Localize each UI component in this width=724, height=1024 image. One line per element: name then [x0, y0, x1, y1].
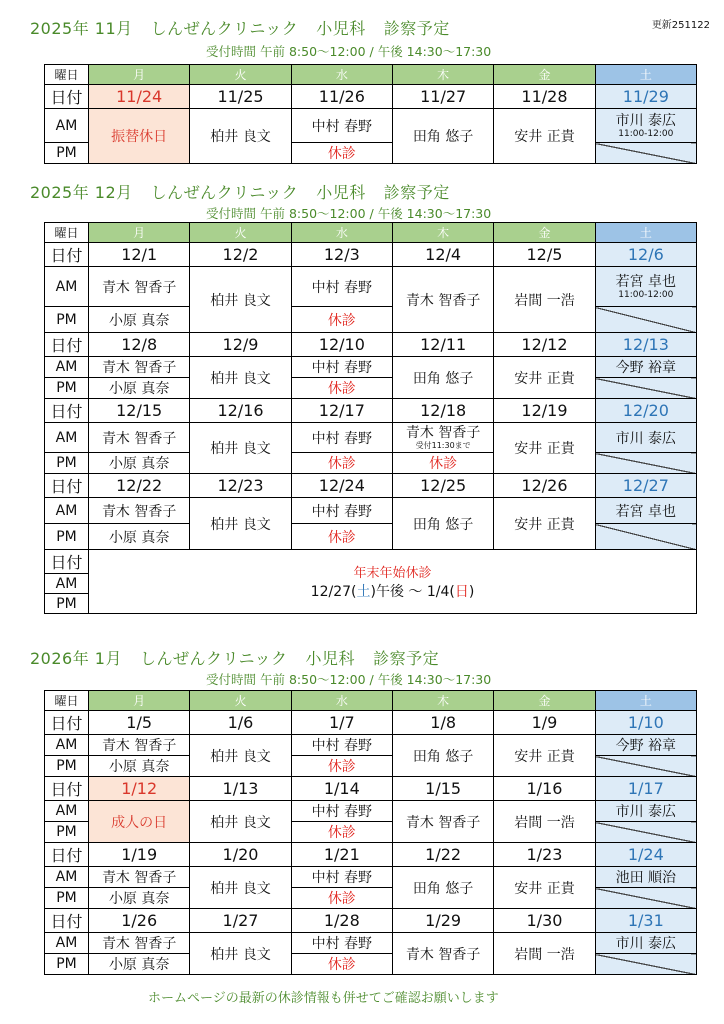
date-row: 日付 12/15 12/16 12/17 12/18 12/19 12/20	[45, 399, 697, 423]
pm-row: PM 小原 真奈 休診 休診	[45, 453, 697, 474]
schedule-table-dec	[44, 222, 697, 614]
reception-hours-nov: 受付時間 午前 8:50～12:00 / 午後 14:30～17:30	[206, 44, 492, 59]
pm-row: PM 小原 真奈 休診	[45, 307, 697, 333]
pm-row: PM 小原 真奈 休診	[45, 756, 697, 777]
weekday-header: 曜日 月 火 水 木 金 土	[45, 65, 697, 85]
date-row: 日付 1/12 1/13 1/14 1/15 1/16 1/17	[45, 777, 697, 801]
date-row: 日付 1/5 1/6 1/7 1/8 1/9 1/10	[45, 711, 697, 735]
am-row: AM 振替休日 柏井 良文 中村 春野 田角 悠子 安井 正貴 市川 泰広 11:00-12:00	[45, 109, 697, 143]
month-title-jan: 2026年 1月 しんぜんクリニック 小児科 診察予定	[30, 649, 440, 668]
holiday-cell: 振替休日	[89, 109, 190, 164]
pm-row: PM 小原 真奈 休診	[45, 954, 697, 975]
date-row: 日付 12/8 12/9 12/10 12/11 12/12 12/13	[45, 333, 697, 357]
reception-hours-dec: 受付時間 午前 8:50～12:00 / 午後 14:30～17:30	[206, 206, 492, 221]
thursday-am-cell: 青木 智香子 受付11:30まで	[392, 423, 493, 453]
date-row: 日付 11/24 11/25 11/26 11/27 11/28 11/29	[45, 85, 697, 109]
date-row: 日付 1/26 1/27 1/28 1/29 1/30 1/31	[45, 909, 697, 933]
pm-row: PM 小原 真奈 休診	[45, 888, 697, 909]
am-row: AM 青木 智香子 柏井 良文 中村 春野 青木 智香子 岩間 一浩 市川 泰広	[45, 933, 697, 954]
am-row: AM 青木 智香子 柏井 良文 中村 春野 田角 悠子 安井 正貴 今野 裕章	[45, 357, 697, 378]
pm-row: PM 小原 真奈 休診	[45, 524, 697, 550]
closure-title: 年末年始休診	[353, 566, 432, 581]
am-row: AM 青木 智香子 柏井 良文 中村 春野 田角 悠子 安井 正貴 若宮 卓也	[45, 498, 697, 524]
weekday-header: 曜日 月 火 水 木 金 土	[45, 691, 697, 711]
month-title-nov: 2025年 11月 しんぜんクリニック 小児科 診察予定	[30, 19, 450, 38]
footer-note: ホームページの最新の休診情報も併せてご確認お願いします	[148, 991, 499, 1006]
am-row: AM 青木 智香子 柏井 良文 中村 春野 田角 悠子 安井 正貴 池田 順治	[45, 867, 697, 888]
saturday-doctor: 若宮 卓也 11:00-12:00	[595, 267, 696, 307]
am-row: AM 成人の日 柏井 良文 中村 春野 青木 智香子 岩間 一浩 市川 泰広	[45, 801, 697, 822]
update-stamp: 更新251122	[651, 20, 710, 31]
pm-row: PM 休診	[45, 822, 697, 843]
month-title-dec: 2025年 12月 しんぜんクリニック 小児科 診察予定	[30, 183, 450, 202]
closure-period: 12/27(土)午後 ～ 1/4(日)	[310, 584, 475, 600]
pm-row: PM 小原 真奈 休診	[45, 378, 697, 399]
schedule-table-nov	[44, 64, 697, 164]
closure-date-row: 日付 年末年始休診 12/27(土)午後 ～ 1/4(日)	[45, 550, 697, 574]
date-row: 日付 1/19 1/20 1/21 1/22 1/23 1/24	[45, 843, 697, 867]
holiday-cell: 成人の日	[89, 801, 190, 843]
pm-row: PM 休診	[45, 143, 697, 164]
closure-notice	[89, 550, 697, 614]
closure-pm-row: PM	[45, 594, 697, 614]
date-row: 日付 12/22 12/23 12/24 12/25 12/26 12/27	[45, 474, 697, 498]
am-row: AM 青木 智香子 柏井 良文 中村 春野 青木 智香子 岩間 一浩 若宮 卓也 11:00-12:00	[45, 267, 697, 307]
am-row: AM 青木 智香子 柏井 良文 中村 春野 青木 智香子 受付11:30まで 安井 正貴 市川 泰広	[45, 423, 697, 453]
saturday-doctor: 市川 泰広 11:00-12:00	[595, 109, 696, 143]
weekday-header: 曜日 月 火 水 木 金 土	[45, 223, 697, 243]
date-row: 日付 12/1 12/2 12/3 12/4 12/5 12/6	[45, 243, 697, 267]
reception-hours-jan: 受付時間 午前 8:50～12:00 / 午後 14:30～17:30	[206, 672, 492, 687]
schedule-table-jan	[44, 690, 697, 975]
closure-am-row: AM	[45, 574, 697, 594]
am-row: AM 青木 智香子 柏井 良文 中村 春野 田角 悠子 安井 正貴 今野 裕章	[45, 735, 697, 756]
